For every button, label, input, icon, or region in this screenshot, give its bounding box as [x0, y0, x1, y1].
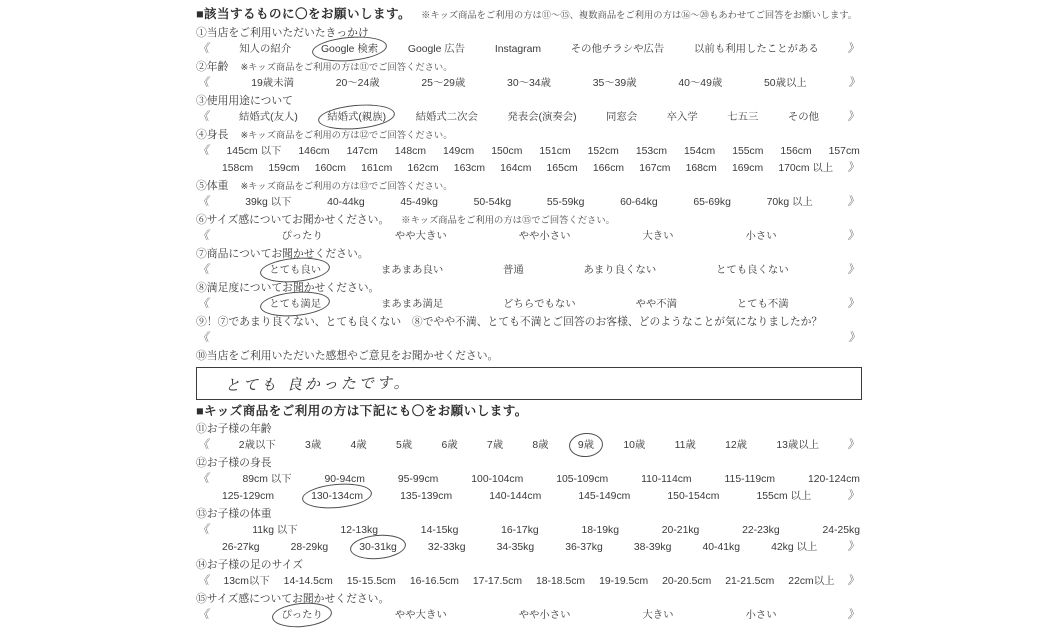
option: 159cm [268, 163, 300, 174]
option: 20-21kg [661, 525, 700, 536]
question-label [196, 558, 862, 573]
option: 95-99cm [397, 474, 439, 485]
question-note: ※キッズ商品をご利用の方は⑪でご回答ください。 [240, 62, 453, 72]
option: ぴったり [281, 231, 323, 242]
section-header-title: ■該当するものに〇をお願いします。 [196, 7, 412, 21]
bracket-open: 《 [197, 473, 211, 485]
option: 50-54kg [473, 197, 512, 208]
option: 40〜49歳 [678, 78, 723, 89]
option: 55-59kg [546, 197, 585, 208]
bracket-close: 》 [847, 43, 862, 55]
option: 155cm 以上 [756, 491, 812, 502]
option: 165cm [546, 163, 578, 174]
option: 50歳以上 [764, 78, 807, 89]
question-note: ※キッズ商品をご利用の方は⑫でご回答ください。 [240, 130, 453, 140]
option-row [196, 228, 862, 245]
question-block [196, 315, 862, 347]
handwritten-comment: とても 良かったです。 [224, 373, 412, 395]
option: 146cm [298, 146, 330, 157]
option: 22cm以上 [788, 576, 835, 587]
option: 45-49kg [400, 197, 438, 208]
option-row [196, 471, 862, 488]
option: やや小さい [518, 610, 571, 621]
question-label [196, 315, 862, 330]
option-row [196, 41, 862, 58]
bracket-close: 》 [847, 541, 862, 553]
option: 39kg 以下 [245, 197, 292, 208]
option: あまり良くない [583, 265, 657, 276]
bracket-open: 《 [197, 609, 211, 621]
question-label-text: ①当店をご利用いただいたきっかけ [196, 27, 369, 39]
bracket-close: 》 [847, 162, 861, 174]
option: 3歳 [305, 440, 322, 451]
option: Instagram [494, 44, 542, 55]
bracket-close: 》 [847, 230, 862, 242]
option: 19歳未満 [251, 78, 294, 89]
question-label [196, 60, 862, 75]
option-row [196, 437, 862, 454]
option: 151cm [539, 146, 571, 157]
bracket-open: 《 [197, 264, 211, 276]
option: 163cm [453, 163, 485, 174]
option: 7歳 [486, 440, 504, 451]
option: 6歳 [441, 440, 458, 451]
option: 以前も利用したことがある [694, 44, 819, 55]
bracket-open: 《 [197, 332, 211, 344]
option-row [196, 573, 862, 590]
option: 14-15kg [420, 525, 459, 536]
option-row [196, 607, 862, 624]
question-note: ※キッズ商品をご利用の方は⑮でご回答ください。 [401, 215, 615, 225]
option-circled: とても満足 [269, 296, 321, 313]
option: 21-21.5cm [725, 576, 775, 587]
option: 卒入学 [666, 112, 698, 123]
option: 4歳 [350, 440, 367, 451]
option: 89cm 以下 [242, 474, 292, 485]
option: 38-39kg [633, 542, 672, 553]
option: 知人の紹介 [239, 44, 292, 55]
option: 150-154cm [667, 491, 720, 502]
option: 105-109cm [556, 474, 609, 485]
bracket-open: 《 [197, 230, 211, 242]
option: 小さい [745, 610, 777, 621]
option-row [196, 522, 862, 539]
option: 70kg 以上 [766, 197, 813, 208]
option: 12歳 [725, 440, 748, 451]
option-circled: ぴったり [281, 607, 323, 624]
question-label-text: ⑬お子様の体重 [196, 508, 272, 520]
bracket-open: 《 [197, 575, 211, 587]
option-row [196, 194, 862, 211]
option: 35〜39歳 [592, 78, 637, 89]
option: 145-149cm [578, 491, 631, 502]
option-circled: 30-31kg [359, 539, 397, 556]
question-block [196, 213, 862, 245]
option-row [196, 109, 862, 126]
option: やや大きい [394, 610, 447, 621]
option: やや小さい [518, 231, 571, 242]
option: 13歳以上 [776, 440, 820, 451]
question-note: ※キッズ商品をご利用の方は⑬でご回答ください。 [240, 181, 453, 191]
question-label-text: ⑦商品についてお聞かせください。 [196, 248, 369, 260]
option: 154cm [684, 146, 716, 157]
option-circled: 9歳 [578, 437, 594, 454]
question-label-text: ②年齢 [196, 61, 229, 73]
option: 11kg 以下 [252, 525, 298, 536]
option: 2歳以下 [238, 440, 276, 451]
bracket-close: 》 [847, 332, 862, 344]
option: 36-37kg [565, 542, 603, 553]
question-block [196, 26, 862, 58]
option: 25〜29歳 [421, 78, 466, 89]
question-label [196, 507, 862, 522]
option: 32-33kg [427, 542, 466, 553]
question-block [196, 94, 862, 126]
question-block [196, 128, 862, 177]
option: 14-14.5cm [283, 576, 333, 587]
option: やや大きい [394, 231, 447, 242]
bracket-close: 》 [847, 490, 862, 502]
question-label [196, 422, 862, 437]
question-block [196, 247, 862, 279]
option: 169cm [731, 163, 764, 174]
option-row [196, 75, 862, 92]
option: 166cm [592, 163, 625, 174]
option: 17-17.5cm [472, 576, 522, 587]
comment-box [196, 367, 862, 400]
option: 同窓会 [606, 112, 638, 123]
option-row [196, 330, 862, 347]
option: 168cm [685, 163, 717, 174]
option: その他 [787, 112, 820, 123]
option: 157cm [828, 146, 860, 157]
option: 135-139cm [400, 491, 453, 502]
option: 161cm [361, 163, 393, 174]
bracket-close: 》 [847, 264, 862, 276]
question-label-text: ⑮サイズ感についてお聞かせください。 [196, 593, 390, 605]
option: 11歳 [674, 440, 696, 451]
option: 10歳 [623, 440, 646, 451]
option-row [196, 296, 862, 313]
question-label [196, 26, 862, 41]
option: 145cm 以下 [226, 146, 282, 157]
option: 170cm 以上 [778, 163, 834, 174]
option: 34-35kg [496, 542, 535, 553]
bracket-open: 《 [197, 43, 211, 55]
bracket-close: 》 [847, 111, 862, 123]
bracket-close: 》 [847, 298, 862, 310]
section-header [196, 403, 862, 420]
option: どちらでもない [503, 299, 576, 310]
question-label-text: ⑪お子様の年齢 [196, 423, 272, 435]
option: 18-18.5cm [535, 576, 586, 587]
option-row [196, 262, 862, 279]
option: 16-17kg [501, 525, 539, 536]
option: 22-23kg [742, 525, 780, 536]
option: 125-129cm [222, 491, 274, 502]
question-label [196, 456, 862, 471]
question-label [196, 94, 862, 109]
option-circled: Google 検索 [321, 41, 378, 58]
bracket-close: 》 [847, 77, 862, 89]
option-circled: 結婚式(親族) [327, 109, 386, 126]
option: 110-114cm [641, 474, 692, 485]
option: 147cm [346, 146, 378, 157]
option: 152cm [587, 146, 619, 157]
option: 8歳 [532, 440, 549, 451]
option: 結婚式(友人) [238, 112, 298, 123]
bracket-open: 《 [197, 439, 211, 451]
option: 七五三 [727, 112, 759, 123]
option: 153cm [635, 146, 667, 157]
option: 16-16.5cm [409, 576, 459, 587]
option: 30〜34歳 [507, 78, 551, 89]
option: 160cm [314, 163, 346, 174]
bracket-close: 》 [847, 609, 862, 621]
bracket-open: 《 [197, 145, 211, 157]
question-label-text: ⑫お子様の身長 [196, 457, 272, 469]
option: 小さい [745, 231, 777, 242]
option: 発表会(演奏会) [507, 112, 577, 123]
option: 148cm [394, 146, 426, 157]
option: 13cm以下 [223, 576, 270, 587]
question-label-text: ⑭お子様の足のサイズ [196, 559, 304, 571]
option-circled: とても良い [269, 262, 321, 279]
option: 115-119cm [724, 474, 775, 485]
option: 40-44kg [327, 197, 365, 208]
option: 12-13kg [340, 525, 379, 536]
option: 15-15.5cm [346, 576, 396, 587]
section-header-note: ※キッズ商品をご利用の方は⑪〜⑮、複数商品をご利用の方は⑯〜⑳もあわせてご回答をお願いします。 [421, 10, 858, 20]
bracket-open: 《 [197, 111, 211, 123]
option-row [196, 488, 862, 505]
option: まあまあ満足 [380, 299, 444, 310]
option-circled: 130-134cm [311, 488, 363, 505]
option: まあまあ良い [380, 265, 444, 276]
option: とても不満 [736, 299, 789, 310]
section-header [196, 6, 862, 24]
question-block [196, 507, 862, 556]
question-label [196, 281, 862, 296]
bracket-open: 《 [197, 196, 211, 208]
option: 20〜24歳 [335, 78, 380, 89]
option: 28-29kg [290, 542, 329, 553]
question-block [196, 558, 862, 590]
option: 5歳 [395, 440, 413, 451]
section-header-title: ■キッズ商品をご利用の方は下記にも〇をお願いします。 [196, 404, 528, 418]
option: 20-20.5cm [662, 576, 712, 587]
question-label [196, 213, 862, 228]
survey-sheet [196, 3, 862, 624]
question-label-text: ③使用用途について [196, 95, 293, 107]
option: 156cm [780, 146, 812, 157]
option: 大きい [642, 231, 674, 242]
option: 40-41kg [702, 542, 741, 553]
option: 150cm [491, 146, 523, 157]
option: 158cm [222, 163, 254, 174]
question-block [196, 179, 862, 211]
question-label [196, 349, 862, 364]
option: 26-27kg [222, 542, 260, 553]
option: 90-94cm [324, 474, 365, 485]
option: 24-25kg [822, 525, 860, 536]
question-block [196, 60, 862, 92]
option: 140-144cm [489, 491, 542, 502]
option: 19-19.5cm [599, 576, 649, 587]
question-block [196, 281, 862, 313]
option: とても良くない [715, 265, 789, 276]
question-label-text: ⑤体重 [196, 180, 229, 192]
question-label-text: ④身長 [196, 129, 229, 141]
option: 149cm [443, 146, 475, 157]
bracket-open: 《 [197, 77, 211, 89]
option: 65-69kg [693, 197, 731, 208]
option: Google 広告 [407, 44, 466, 55]
option-row [196, 539, 862, 556]
option: 120-124cm [807, 474, 860, 485]
bracket-close: 》 [847, 196, 862, 208]
option: 155cm [732, 146, 764, 157]
option: 大きい [642, 610, 674, 621]
option: 結婚式二次会 [415, 112, 478, 123]
option: 100-104cm [471, 474, 524, 485]
question-label [196, 128, 862, 143]
survey-blocks [196, 6, 862, 624]
question-label-text: ⑥サイズ感についてお聞かせください。 [196, 214, 390, 226]
option-row [196, 143, 862, 160]
question-label-text: ⑧満足度についてお聞かせください。 [196, 282, 380, 294]
bracket-open: 《 [197, 298, 211, 310]
option: 普通 [503, 265, 524, 276]
question-label-text: ⑨！⑦であまり良くない、とても良くない ⑧でやや不満、とても不満とご回答のお客様、どのようなことが気になりましたか？ [196, 316, 823, 328]
option: 162cm [407, 163, 439, 174]
option: 42kg 以上 [771, 542, 818, 553]
option: 164cm [500, 163, 532, 174]
question-block [196, 456, 862, 505]
question-label [196, 592, 862, 607]
option: 60-64kg [620, 197, 658, 208]
bracket-close: 》 [847, 575, 862, 587]
question-label [196, 179, 862, 194]
bracket-open: 《 [197, 524, 211, 536]
question-block [196, 349, 862, 400]
option: その他チラシや広告 [570, 44, 665, 55]
question-block [196, 422, 862, 454]
option: やや不満 [635, 299, 677, 310]
question-label [196, 247, 862, 262]
option-row [196, 160, 862, 177]
question-block [196, 592, 862, 624]
option: 18-19kg [581, 525, 620, 536]
bracket-close: 》 [847, 439, 861, 451]
option: 167cm [639, 163, 671, 174]
question-label-text: ⑩当店をご利用いただいた感想やご意見をお聞かせください。 [196, 350, 499, 362]
